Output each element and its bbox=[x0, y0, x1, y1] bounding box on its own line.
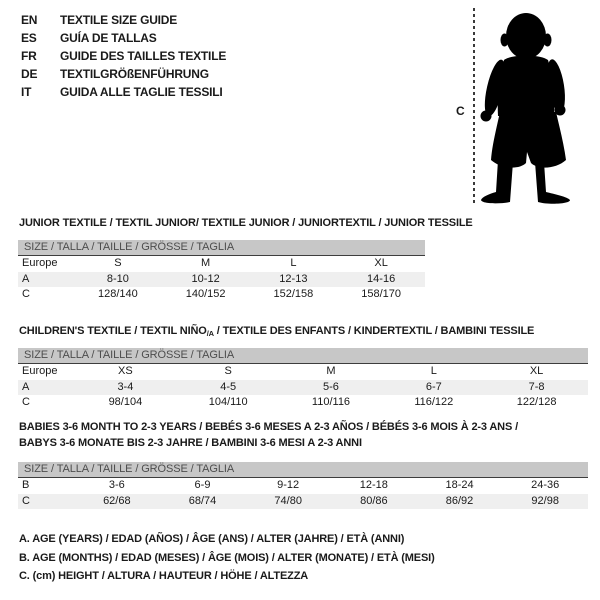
row-label: Europe bbox=[22, 257, 58, 269]
cell: 9-12 bbox=[277, 479, 300, 491]
cell: 3-4 bbox=[117, 380, 134, 393]
language-code: DE bbox=[21, 67, 38, 81]
table-row-europe bbox=[18, 364, 588, 380]
section-title-children bbox=[19, 324, 534, 342]
cell: 6-7 bbox=[425, 380, 442, 393]
cell: 14-16 bbox=[367, 272, 396, 285]
cell: 24-36 bbox=[531, 479, 560, 491]
cell: 12-13 bbox=[279, 272, 308, 285]
table-rows bbox=[18, 256, 425, 303]
col-header: S bbox=[114, 257, 122, 269]
height-measure-dotted-line bbox=[473, 8, 475, 206]
col-header: XL bbox=[529, 365, 544, 377]
col-header: M bbox=[201, 257, 211, 269]
col-header: XS bbox=[118, 365, 133, 377]
language-code: EN bbox=[21, 13, 38, 27]
size-header-bar: SIZE / TALLA / TAILLE / GRÖSSE / TAGLIA bbox=[18, 462, 588, 478]
row-label: C bbox=[22, 396, 30, 408]
height-label-c: C bbox=[456, 104, 465, 118]
cell: 92/98 bbox=[531, 494, 559, 507]
row-label: C bbox=[22, 288, 30, 300]
table-row-age bbox=[18, 272, 425, 288]
toddler-silhouette-image bbox=[476, 6, 576, 206]
title-subscript: /A bbox=[206, 329, 214, 338]
language-label: TEXTILE SIZE GUIDE bbox=[60, 13, 178, 27]
section-title-babies bbox=[19, 420, 518, 451]
cell: 3-6 bbox=[108, 479, 125, 491]
cell: 5-6 bbox=[323, 380, 339, 393]
row-label: A bbox=[22, 380, 30, 393]
cell: 18-24 bbox=[445, 479, 474, 491]
cell: 80/86 bbox=[360, 494, 388, 507]
col-header: L bbox=[290, 257, 297, 269]
language-guide-list bbox=[21, 11, 226, 101]
cell: 98/104 bbox=[108, 396, 143, 408]
title-part: CHILDREN'S TEXTILE / TEXTIL NIÑO bbox=[19, 325, 207, 337]
section-title-junior: JUNIOR TEXTILE / TEXTIL JUNIOR/ TEXTILE JUNIOR / JUNIORTEXTIL / JUNIOR TESSILE bbox=[19, 217, 473, 229]
footnote-c: C. (cm) HEIGHT / ALTURA / HAUTEUR / HÖHE / ALTEZZA bbox=[19, 570, 309, 582]
table-row-height bbox=[18, 287, 425, 303]
cell: 122/128 bbox=[516, 396, 557, 408]
size-header-bar: SIZE / TALLA / TAILLE / GRÖSSE / TAGLIA bbox=[18, 240, 425, 256]
cell: 86/92 bbox=[445, 494, 474, 507]
cell: 8-10 bbox=[106, 272, 129, 285]
table-rows bbox=[18, 364, 588, 411]
language-label: GUÍA DE TALLAS bbox=[60, 31, 157, 45]
language-code: ES bbox=[21, 31, 37, 45]
language-label: TEXTILGRÖßENFÜHRUNG bbox=[60, 67, 209, 81]
cell: 12-18 bbox=[359, 479, 388, 491]
col-header: M bbox=[326, 365, 336, 377]
cell: 158/170 bbox=[361, 288, 401, 300]
col-header: L bbox=[430, 365, 437, 377]
title-part: / TEXTILE DES ENFANTS / KINDERTEXTIL / BAMBINI TESSILE bbox=[213, 325, 535, 337]
language-label: GUIDA ALLE TAGLIE TESSILI bbox=[60, 85, 223, 99]
cell: 104/110 bbox=[208, 396, 248, 408]
cell: 6-9 bbox=[194, 479, 211, 491]
language-code: FR bbox=[21, 49, 37, 63]
footnote-a: A. AGE (YEARS) / EDAD (AÑOS) / ÂGE (ANS) / ALTER (JAHRE) / ETÀ (ANNI) bbox=[19, 533, 405, 545]
row-label: A bbox=[22, 272, 30, 285]
row-label: B bbox=[22, 479, 30, 491]
title-line-2: BABYS 3-6 MONATE BIS 2-3 JAHRE / BAMBINI 3-6 MESI A 2-3 ANNI bbox=[19, 436, 362, 449]
cell: 68/74 bbox=[188, 494, 217, 507]
table-row-height bbox=[18, 395, 588, 411]
language-row-fr bbox=[21, 47, 226, 65]
cell: 4-5 bbox=[220, 380, 237, 393]
cell: 7-8 bbox=[528, 380, 545, 393]
cell: 74/80 bbox=[274, 494, 302, 507]
cell: 128/140 bbox=[97, 288, 138, 300]
table-rows bbox=[18, 478, 588, 509]
size-table-junior bbox=[18, 240, 425, 303]
table-row-age bbox=[18, 380, 588, 396]
language-row-es bbox=[21, 29, 226, 47]
language-code: IT bbox=[21, 85, 32, 99]
table-row-height bbox=[18, 494, 588, 510]
title-line-1: BABIES 3-6 MONTH TO 2-3 YEARS / BEBÉS 3-6 MESES A 2-3 AÑOS / BÉBÉS 3-6 MOIS À 2-3 ANS / bbox=[19, 421, 518, 433]
cell: 140/152 bbox=[185, 288, 226, 300]
cell: 10-12 bbox=[191, 272, 220, 285]
cell: 152/158 bbox=[273, 288, 314, 300]
cell: 62/68 bbox=[103, 494, 131, 507]
footnote-b: B. AGE (MONTHS) / EDAD (MESES) / ÂGE (MOIS) / ALTER (MONATE) / ETÀ (MESI) bbox=[19, 551, 435, 564]
row-label: C bbox=[22, 494, 30, 507]
language-row-it bbox=[21, 83, 226, 101]
language-row-en bbox=[21, 11, 226, 29]
table-row-europe bbox=[18, 256, 425, 272]
cell: 110/116 bbox=[311, 396, 351, 408]
language-row-de bbox=[21, 65, 226, 83]
cell: 116/122 bbox=[414, 396, 454, 408]
language-label: GUIDE DES TAILLES TEXTILE bbox=[60, 49, 227, 63]
col-header: S bbox=[224, 365, 232, 377]
row-label: Europe bbox=[22, 365, 58, 377]
col-header: XL bbox=[374, 257, 388, 269]
size-table-babies bbox=[18, 462, 588, 509]
footnotes bbox=[19, 530, 435, 586]
size-table-children bbox=[18, 348, 588, 411]
table-row-months bbox=[18, 478, 588, 494]
size-header-bar: SIZE / TALLA / TAILLE / GRÖSSE / TAGLIA bbox=[18, 348, 588, 364]
